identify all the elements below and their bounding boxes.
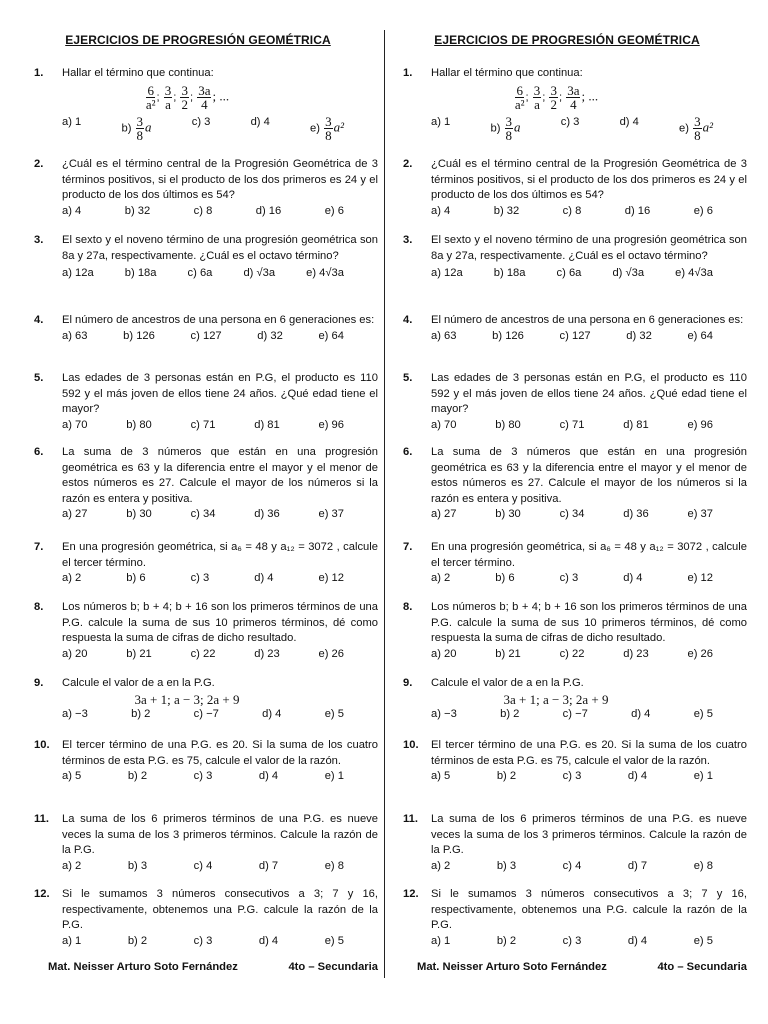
- problem-number: 9.: [34, 677, 44, 689]
- author-name: Mat. Neisser Arturo Soto Fernández: [417, 961, 607, 973]
- option-d: d) 36: [623, 508, 649, 521]
- problem-2: [28, 157, 378, 219]
- answer-options: [62, 571, 344, 587]
- fraction: $\frac{6}{\text{a²}}$: [514, 82, 525, 112]
- option-c: c) 3: [191, 115, 211, 128]
- option-d: d) 16: [255, 204, 282, 217]
- problem-4: [28, 313, 378, 344]
- fraction: $\frac{3}{a}$: [164, 82, 172, 112]
- option-d: d) 4: [623, 572, 643, 585]
- option-c: c) 4: [562, 859, 582, 872]
- problem-text: La suma de 3 números que están en una progresión geométrica es 63 y la diferencia entre el mayor y el menor de estos números es 27. Calcule el mayor de los números si la razón es entera y positiva.: [62, 446, 378, 505]
- problem-text: En una progresión geométrica, si a₆ = 48 y a₁₂ = 3072 , calcule el tercer término.: [431, 541, 747, 569]
- option-b: b) 3: [127, 859, 148, 872]
- option-e: e) $\frac{3}{8}$ a²: [679, 113, 713, 143]
- worksheet-title: EJERCICIOS DE PROGRESIÓN GEOMÉTRICA: [65, 33, 331, 47]
- problem-text: El sexto y el noveno término de una progresión geométrica son 8a y 27a, respectivamente. ¿Cuál es el octavo término?: [431, 234, 747, 262]
- option-d: d) 32: [257, 329, 283, 342]
- option-b: b) 32: [493, 204, 520, 217]
- problem-text: Si le sumamos 3 números consecutivos a 3; 7 y 16, respectivamente, obtenemos una P.G. calcule la razón de la P.G.: [431, 888, 747, 932]
- option-c: c) 6a: [187, 267, 213, 280]
- option-e: e) 5: [324, 934, 344, 947]
- problem-text: Los números b; b + 4; b + 16 son los primeros términos de una P.G. calcule la suma de sus 10 primeros términos, dé como respuesta la suma de cifras de dicho resultado.: [62, 601, 378, 645]
- option-b: b) 18a: [124, 267, 157, 280]
- problem-text: Hallar el término que continua:: [431, 67, 583, 79]
- problem-text: Si le sumamos 3 números consecutivos a 3; 7 y 16, respectivamente, obtenemos una P.G. calcule la razón de la P.G.: [62, 888, 378, 932]
- problem-5: [397, 371, 747, 433]
- grade-label: 4to – Secundaria: [288, 961, 378, 973]
- answer-options: [431, 934, 713, 950]
- problem-number: 1.: [403, 67, 413, 79]
- option-a: a) 27: [62, 508, 88, 521]
- option-b: b) 18a: [493, 267, 526, 280]
- option-b: b) $\frac{3}{8}$ a: [121, 113, 152, 143]
- option-e: e) 12: [318, 572, 344, 585]
- option-e: e) 26: [687, 647, 713, 660]
- problem-11: [28, 812, 378, 874]
- answer-options: [431, 859, 713, 875]
- option-d: d) 81: [623, 418, 649, 431]
- option-b: b) 2: [127, 770, 148, 783]
- option-d: d) 23: [254, 647, 280, 660]
- option-b: b) 6: [495, 572, 515, 585]
- option-c: c) 34: [190, 508, 216, 521]
- option-a: a) 4: [62, 204, 82, 217]
- option-e: e) 4√3a: [675, 267, 713, 280]
- option-a: a) 4: [431, 204, 451, 217]
- option-e: e) 5: [324, 708, 344, 721]
- answer-options: [62, 647, 344, 663]
- worksheet-column: [28, 0, 388, 1000]
- answer-options: [62, 204, 344, 220]
- problem-number: 8.: [34, 601, 44, 613]
- problem-number: 7.: [403, 541, 413, 553]
- option-b: b) 2: [496, 934, 517, 947]
- option-c: c) 4: [193, 859, 213, 872]
- problem-text: El tercer término de una P.G. es 20. Si la suma de los cuatro términos de esta P.G. es 75, calcule el valor de la razón.: [62, 739, 378, 767]
- problem-number: 2.: [34, 158, 44, 170]
- problem-number: 9.: [403, 677, 413, 689]
- answer-options: [62, 507, 344, 523]
- option-e: e) 4√3a: [306, 267, 344, 280]
- problem-6: [397, 445, 747, 523]
- problem-text: Los números b; b + 4; b + 16 son los primeros términos de una P.G. calcule la suma de sus 10 primeros términos, dé como respuesta la suma de cifras de dicho resultado.: [431, 601, 747, 645]
- option-c: c) 3: [562, 934, 582, 947]
- option-c: c) 8: [562, 204, 582, 217]
- problem-number: 10.: [403, 739, 419, 751]
- option-c: c) 71: [190, 418, 216, 431]
- answer-options: [431, 266, 713, 282]
- option-b: b) 30: [495, 508, 521, 521]
- answer-options: [62, 329, 344, 345]
- answer-options: [431, 571, 713, 587]
- option-e: e) 5: [693, 708, 713, 721]
- answer-options: [431, 769, 713, 785]
- fraction: $\frac{3}{a}$: [533, 82, 541, 112]
- author-name: Mat. Neisser Arturo Soto Fernández: [48, 961, 238, 973]
- problem-number: 10.: [34, 739, 50, 751]
- option-d: d) 4: [258, 770, 279, 783]
- option-d: d) 23: [623, 647, 649, 660]
- problem-text: Hallar el término que continua:: [62, 67, 214, 79]
- answer-options: [62, 934, 344, 950]
- worksheet-title: EJERCICIOS DE PROGRESIÓN GEOMÉTRICA: [434, 33, 700, 47]
- problem-text: Calcule el valor de a en la P.G.: [431, 677, 584, 689]
- problem-number: 6.: [34, 446, 44, 458]
- problem-1: [28, 66, 378, 142]
- option-a: a) 27: [431, 508, 457, 521]
- option-d: d) 4: [250, 115, 270, 128]
- option-d: d) 7: [627, 859, 648, 872]
- option-e: e) 96: [687, 418, 713, 431]
- problem-number: 5.: [34, 372, 44, 384]
- problem-text: Las edades de 3 personas están en P.G, el producto es 110 592 y el más joven de ellos tiene 24 años. ¿Qué edad tiene el mayor?: [431, 372, 747, 416]
- option-c: c) 22: [559, 647, 585, 660]
- option-d: d) 4: [631, 708, 651, 721]
- option-d: d) 7: [258, 859, 279, 872]
- option-e: e) 1: [324, 770, 344, 783]
- option-e: e) 8: [324, 859, 344, 872]
- problem-4: [397, 313, 747, 344]
- option-a: a) 2: [62, 572, 82, 585]
- option-b: b) 126: [492, 329, 524, 342]
- option-e: e) 6: [693, 204, 713, 217]
- option-d: d) √3a: [612, 267, 645, 280]
- problem-number: 1.: [34, 67, 44, 79]
- option-e: e) 5: [693, 934, 713, 947]
- problem-12: [397, 887, 747, 949]
- answer-options: [431, 418, 713, 434]
- option-d: d) 32: [626, 329, 652, 342]
- problem-number: 4.: [403, 314, 413, 326]
- option-a: a) 20: [431, 647, 457, 660]
- option-b: b) 2: [496, 770, 517, 783]
- option-b: b) 2: [127, 934, 148, 947]
- problem-text: El sexto y el noveno término de una progresión geométrica son 8a y 27a, respectivamente. ¿Cuál es el octavo término?: [62, 234, 378, 262]
- option-d: d) 4: [627, 770, 648, 783]
- problem-11: [397, 812, 747, 874]
- option-c: c) 3: [193, 770, 213, 783]
- option-b: b) 21: [126, 647, 152, 660]
- page-footer: [417, 961, 747, 973]
- option-d: d) 4: [619, 115, 639, 128]
- answer-options: [62, 769, 344, 785]
- sequence-expression: $\frac{6}{\text{a²}}$ ; $\frac{3}{a}$ ; $\frac{3}{2}$ ; $\frac{3a}{4}$ ; ...: [514, 82, 599, 112]
- problem-number: 5.: [403, 372, 413, 384]
- problem-number: 4.: [34, 314, 44, 326]
- problem-text: La suma de los 6 primeros términos de una P.G. es nueve veces la suma de los 3 primeros términos. Calcule la razón de la P.G.: [62, 813, 378, 857]
- option-a: a) 1: [431, 115, 451, 128]
- problem-number: 7.: [34, 541, 44, 553]
- option-e: e) $\frac{3}{8}$ a²: [310, 113, 344, 143]
- problem-9: [28, 676, 378, 723]
- answer-options: [62, 707, 344, 723]
- answer-options: [431, 647, 713, 663]
- option-a: a) 70: [431, 418, 457, 431]
- option-b: b) 30: [126, 508, 152, 521]
- answer-options: [62, 859, 344, 875]
- option-e: e) 96: [318, 418, 344, 431]
- sequence-expression: 3a + 1; a − 3; 2a + 9: [134, 691, 240, 707]
- sequence-expression: 3a + 1; a − 3; 2a + 9: [503, 691, 609, 707]
- problem-7: [28, 540, 378, 587]
- problem-number: 8.: [403, 601, 413, 613]
- option-d: d) 81: [254, 418, 280, 431]
- problem-10: [28, 738, 378, 785]
- option-e: e) 6: [324, 204, 344, 217]
- option-b: b) 126: [123, 329, 155, 342]
- option-a: a) 2: [62, 859, 82, 872]
- option-b: b) 6: [126, 572, 146, 585]
- answer-options: [431, 115, 713, 142]
- option-c: c) 8: [193, 204, 213, 217]
- problem-text: El número de ancestros de una persona en 6 generaciones es:: [62, 314, 375, 326]
- problem-3: [28, 233, 378, 282]
- option-d: d) 4: [258, 934, 279, 947]
- option-b: b) $\frac{3}{8}$ a: [490, 113, 521, 143]
- option-a: a) 12a: [62, 267, 94, 280]
- problem-number: 11.: [403, 813, 418, 825]
- problem-number: 3.: [403, 234, 413, 246]
- option-e: e) 8: [693, 859, 713, 872]
- option-c: c) 3: [190, 572, 210, 585]
- option-a: a) 1: [62, 934, 82, 947]
- answer-options: [62, 418, 344, 434]
- option-c: c) 71: [559, 418, 585, 431]
- problem-8: [397, 600, 747, 662]
- option-e: e) 64: [687, 329, 713, 342]
- option-c: c) 22: [190, 647, 216, 660]
- option-e: e) 1: [693, 770, 713, 783]
- option-c: c) 3: [560, 115, 580, 128]
- option-e: e) 37: [687, 508, 713, 521]
- problem-number: 6.: [403, 446, 413, 458]
- option-d: d) 4: [254, 572, 274, 585]
- option-c: c) 3: [559, 572, 579, 585]
- option-b: b) 32: [124, 204, 151, 217]
- problem-text: ¿Cuál es el término central de la Progresión Geométrica de 3 términos positivos, si el producto de los dos primeros es 24 y el producto de los dos últimos es 54?: [62, 158, 378, 202]
- option-b: b) 80: [495, 418, 521, 431]
- option-a: a) 2: [431, 859, 451, 872]
- option-c: c) 3: [562, 770, 582, 783]
- option-a: a) 12a: [431, 267, 463, 280]
- option-d: d) √3a: [243, 267, 276, 280]
- option-e: e) 26: [318, 647, 344, 660]
- option-a: a) −3: [62, 708, 88, 721]
- option-a: a) 1: [431, 934, 451, 947]
- option-b: b) 3: [496, 859, 517, 872]
- page-footer: [48, 961, 378, 973]
- problem-3: [397, 233, 747, 282]
- option-a: a) −3: [431, 708, 457, 721]
- option-c: c) 3: [193, 934, 213, 947]
- option-b: b) 2: [500, 708, 520, 721]
- option-c: c) −7: [193, 708, 219, 721]
- option-d: d) 4: [627, 934, 648, 947]
- problem-text: Calcule el valor de a en la P.G.: [62, 677, 215, 689]
- option-c: c) 34: [559, 508, 585, 521]
- problem-number: 11.: [34, 813, 49, 825]
- option-a: a) 5: [62, 770, 82, 783]
- answer-options: [62, 266, 344, 282]
- option-c: c) −7: [562, 708, 588, 721]
- option-a: a) 1: [62, 115, 82, 128]
- problem-number: 2.: [403, 158, 413, 170]
- answer-options: [62, 115, 344, 142]
- option-c: c) 6a: [556, 267, 582, 280]
- option-b: b) 80: [126, 418, 152, 431]
- worksheet-column: [397, 0, 757, 1000]
- problem-5: [28, 371, 378, 433]
- option-c: c) 127: [559, 329, 591, 342]
- problem-number: 3.: [34, 234, 44, 246]
- fraction: $\frac{3}{2}$: [181, 82, 188, 112]
- answer-options: [431, 204, 713, 220]
- answer-options: [431, 707, 713, 723]
- problem-1: [397, 66, 747, 142]
- option-d: d) 36: [254, 508, 280, 521]
- option-a: a) 70: [62, 418, 88, 431]
- problem-text: La suma de 3 números que están en una progresión geométrica es 63 y la diferencia entre el mayor y el menor de estos números es 27. Calcule el mayor de los números si la razón es entera y positiva.: [431, 446, 747, 505]
- problem-text: Las edades de 3 personas están en P.G, el producto es 110 592 y el más joven de ellos tiene 24 años. ¿Qué edad tiene el mayor?: [62, 372, 378, 416]
- problem-7: [397, 540, 747, 587]
- problem-text: En una progresión geométrica, si a₆ = 48 y a₁₂ = 3072 , calcule el tercer término.: [62, 541, 378, 569]
- problem-2: [397, 157, 747, 219]
- option-a: a) 63: [431, 329, 457, 342]
- answer-options: [431, 329, 713, 345]
- problem-9: [397, 676, 747, 723]
- option-e: e) 12: [687, 572, 713, 585]
- option-b: b) 21: [495, 647, 521, 660]
- grade-label: 4to – Secundaria: [657, 961, 747, 973]
- fraction: $\frac{3a}{4}$: [198, 82, 211, 112]
- option-a: a) 2: [431, 572, 451, 585]
- option-d: d) 4: [262, 708, 282, 721]
- option-a: a) 5: [431, 770, 451, 783]
- fraction: $\frac{3a}{4}$: [567, 82, 580, 112]
- problem-text: La suma de los 6 primeros términos de una P.G. es nueve veces la suma de los 3 primeros términos. Calcule la razón de la P.G.: [431, 813, 747, 857]
- problem-8: [28, 600, 378, 662]
- option-a: a) 20: [62, 647, 88, 660]
- problem-text: El número de ancestros de una persona en 6 generaciones es:: [431, 314, 744, 326]
- problem-text: ¿Cuál es el término central de la Progresión Geométrica de 3 términos positivos, si el producto de los dos primeros es 24 y el producto de los dos últimos es 54?: [431, 158, 747, 202]
- problem-10: [397, 738, 747, 785]
- sequence-expression: $\frac{6}{\text{a²}}$ ; $\frac{3}{a}$ ; $\frac{3}{2}$ ; $\frac{3a}{4}$ ; ...: [145, 82, 230, 112]
- problem-text: El tercer término de una P.G. es 20. Si la suma de los cuatro términos de esta P.G. es 75, calcule el valor de la razón.: [431, 739, 747, 767]
- problem-6: [28, 445, 378, 523]
- option-b: b) 2: [131, 708, 151, 721]
- option-d: d) 16: [624, 204, 651, 217]
- option-e: e) 64: [318, 329, 344, 342]
- fraction: $\frac{3}{2}$: [550, 82, 557, 112]
- option-c: c) 127: [190, 329, 222, 342]
- problem-number: 12.: [34, 888, 50, 900]
- answer-options: [431, 507, 713, 523]
- fraction: $\frac{6}{\text{a²}}$: [145, 82, 156, 112]
- option-a: a) 63: [62, 329, 88, 342]
- problem-12: [28, 887, 378, 949]
- option-e: e) 37: [318, 508, 344, 521]
- problem-number: 12.: [403, 888, 419, 900]
